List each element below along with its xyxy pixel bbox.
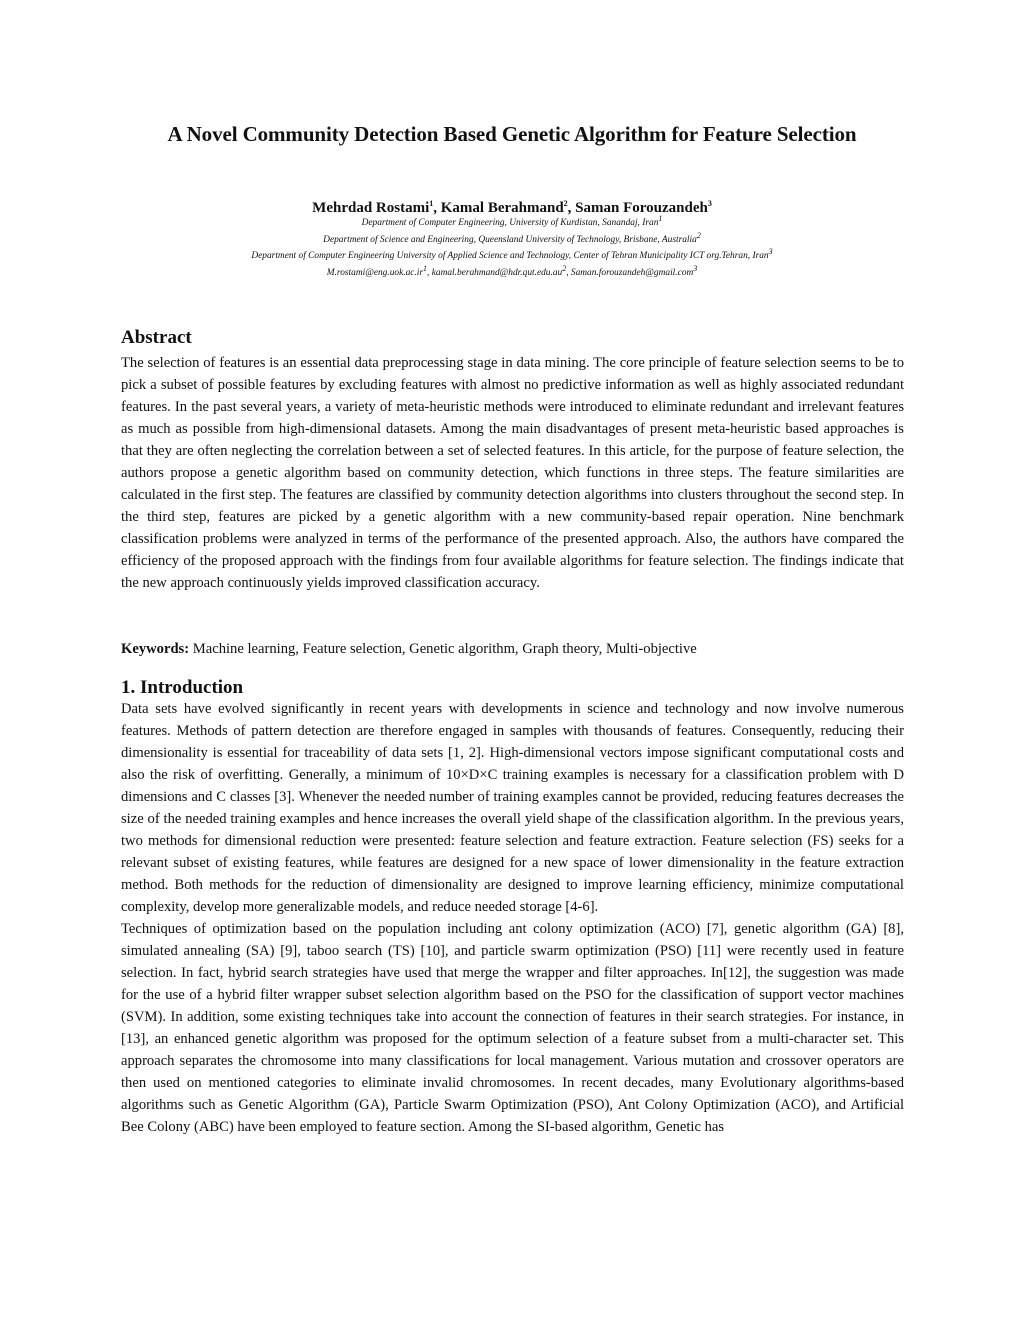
author-2: Kamal Berahmand$^2$,: [440, 199, 576, 216]
abstract-body: [121, 352, 904, 594]
author-3: Saman Forouzandeh$^3$: [575, 199, 712, 216]
author-1: Mehrdad Rostami$^1$,: [312, 199, 441, 216]
paper-title: A Novel Community Detection Based Genetic Algorithm for Feature Selection: [167, 122, 857, 146]
author-emails: $M.rostami@eng.uok.ac.ir^1$, $kamal.berahmand@hdr.qut.edu.au^2$, Saman.forouzandeh@gmail.com$^3$: [326, 263, 698, 278]
affiliations: [0, 213, 1024, 279]
email-3[interactable]: Saman.forouzandeh@gmail.com: [570, 267, 694, 278]
affiliation-3: Department of Computer Engineering University of Applied Science and Technology, Center of Tehran Municipality ICT org.Tehran, Iran$^3$: [251, 247, 773, 262]
keywords-line: [121, 638, 697, 660]
keywords-label: Keywords:: [121, 641, 190, 657]
keywords-text: Machine learning, Feature selection, Genetic algorithm, Graph theory, Multi-objective: [192, 641, 697, 657]
introduction-body: [121, 698, 904, 1138]
email-2[interactable]: kamal.berahmand@hdr.qut.edu.au: [431, 267, 563, 278]
affiliation-1: Department of Computer Engineering, University of Kurdistan, Sanandaj, Iran$^1$: [361, 214, 663, 229]
abstract-heading: Abstract: [121, 327, 192, 348]
introduction-paragraph-1: Data sets have evolved significantly in recent years with developments in science and technology and now involve numerous features. Methods of pattern detection are therefore engaged in samples with thousands of features. Consequently, reducing their dimensionality is essential for traceability of data sets [1, 2]. High-dimensional vectors impose significant computational costs and also the risk of overfitting. Generally, a minimum of 10×D×C training examples is necessary for a classification problem with D dimensions and C classes [3]. Whenever the needed number of training examples cannot be provided, reducing features decreases the size of the needed training examples and hence increases the overall yield shape of the classification algorithm. In the previous years, two methods for dimensional reduction were presented: feature selection and feature extraction. Feature selection (FS) seeks for a relevant subset of existing features, while features are designed for a new space of lower dimensionality in the feature extraction method. Both methods for the reduction of dimensionality are designed to improve learning efficiency, minimize computational complexity, develop more generalizable models, and reduce needed storage [4-6].: [121, 701, 904, 915]
introduction-heading: 1. Introduction: [121, 677, 244, 698]
email-1[interactable]: M.rostami@eng.uok.ac.ir: [326, 267, 424, 278]
introduction-paragraph-2: Techniques of optimization based on the population including ant colony optimization (ACO) [7], genetic algorithm (GA) [8], simulated annealing (SA) [9], taboo search (TS) [10], and particle swarm optimization (PSO) [11] were recently used in feature selection. In fact, hybrid search strategies have used that merge the wrapper and filter approaches. In[12], the suggestion was made for the use of a hybrid filter wrapper subset selection algorithm based on the PSO for the classification of support vector machines (SVM). In addition, some existing techniques take into account the connection of features in their search strategies. For instance, in [13], an enhanced genetic algorithm was proposed for the optimum selection of a feature subset from a multi-character set. This approach separates the chromosome into many classifications for local management. Various mutation and crossover operators are then used on mentioned categories to eliminate invalid chromosomes. In recent decades, many Evolutionary algorithms-based algorithms such as Genetic Algorithm (GA), Particle Swarm Optimization (PSO), Ant Colony Optimization (ACO), and Artificial Bee Colony (ABC) have been employed to feature section. Among the SI-based algorithm, Genetic has: [121, 921, 904, 1135]
abstract-paragraph: The selection of features is an essential data preprocessing stage in data mining. The core principle of feature selection seems to be to pick a subset of possible features by excluding features with almost no predictive information as well as highly associated redundant features. In the past several years, a variety of meta-heuristic methods were introduced to eliminate redundant and irrelevant features as much as possible from high-dimensional datasets. Among the main disadvantages of present meta-heuristic based approaches is that they are often neglecting the correlation between a set of selected features. In this article, for the purpose of feature selection, the authors propose a genetic algorithm based on community detection, which functions in three steps. The feature similarities are calculated in the first step. The features are classified by community detection algorithms into clusters throughout the second step. In the third step, features are picked by a genetic algorithm with a new community-based repair operation. Nine benchmark classification problems were analyzed in terms of the performance of the presented approach. Also, the authors have compared the efficiency of the proposed approach with the findings from four available algorithms for feature selection. The findings indicate that the new approach continuously yields improved classification accuracy.: [121, 355, 904, 591]
affiliation-2: Department of Science and Engineering, Queensland University of Technology, Brisbane, Australia$^2$: [323, 230, 701, 245]
